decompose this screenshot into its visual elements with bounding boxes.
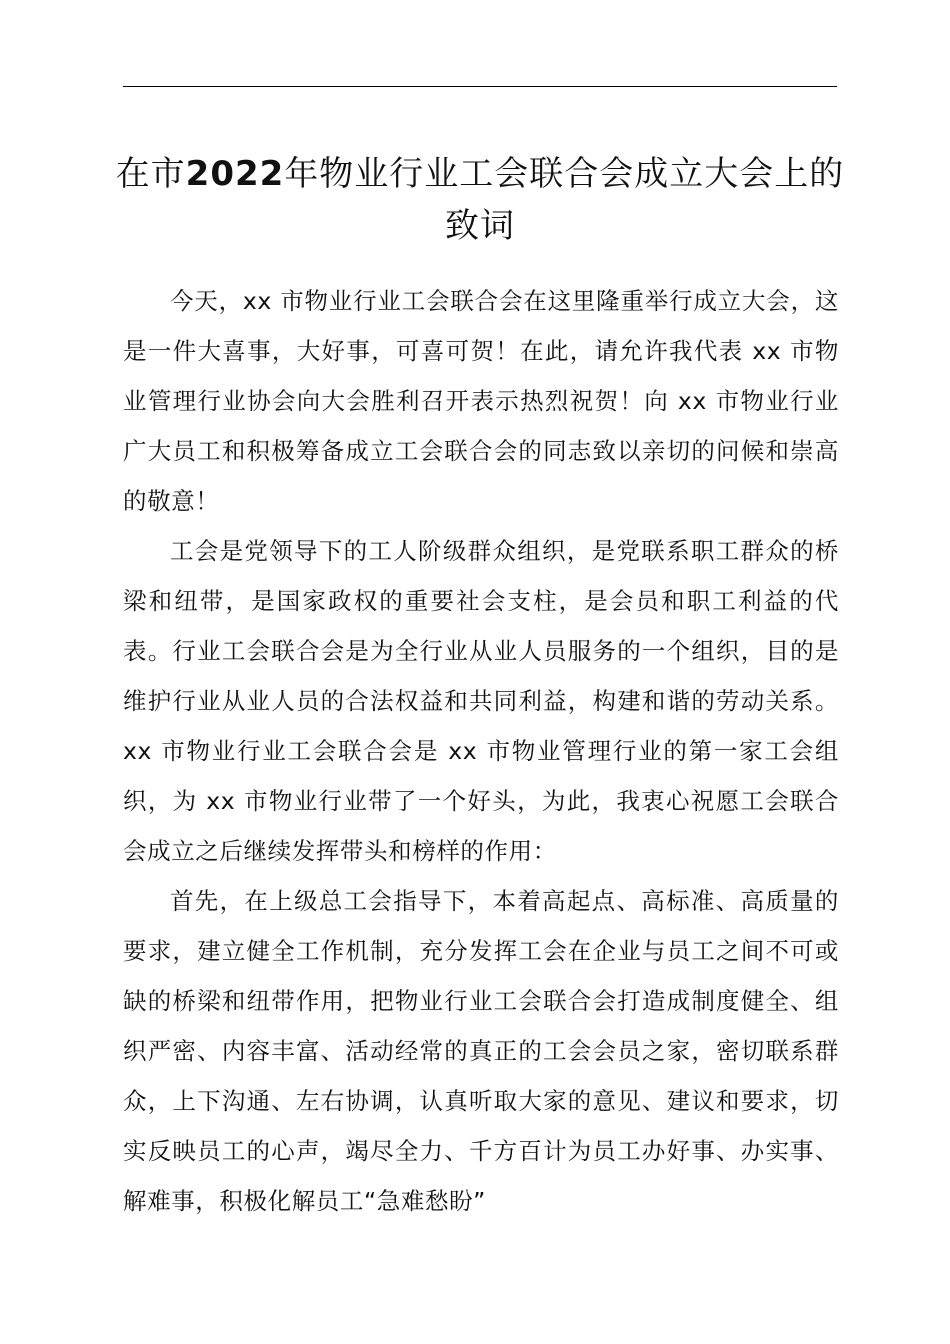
title-prefix: 在市 — [115, 154, 186, 194]
paragraph-union-role: 工会是党领导下的工人阶级群众组织，是党联系职工群众的桥梁和纽带，是国家政权的重要社会支柱，是会员和职工利益的代表。行业工会联合会是为全行业从业人员服务的一个组织，目的是维护行业从业人员的合法权益和共同利益，构建和谐的劳动关系。xx 市物业行业工会联合会是 xx 市物业管理行业的第一家工会组织，为 xx 市物业行业带了一个好头，为此，我衷心祝愿工会联合会成立之后继续发挥带头和榜样的作用： — [123, 537, 839, 865]
document-title — [110, 148, 850, 252]
paragraph-greeting: 今天，xx 市物业行业工会联合会在这里隆重举行成立大会，这是一件大喜事，大好事，可喜可贺！在此，请允许我代表 xx 市物业管理行业协会向大会胜利召开表示热烈祝贺！向 xx 市物业行业广大员工和积极筹备成立工会联合会的同志致以亲切的问候和崇高的敬意！ — [123, 287, 839, 515]
header-rule — [123, 86, 837, 87]
paragraph-first-point: 首先，在上级总工会指导下，本着高起点、高标准、高质量的要求，建立健全工作机制，充分发挥工会在企业与员工之间不可或缺的桥梁和纽带作用，把物业行业工会联合会打造成制度健全、组织严密、内容丰富、活动经常的真正的工会会员之家，密切联系群众，上下沟通、左右协调，认真听取大家的意见、建议和要求，切实反映员工的心声，竭尽全力、千方百计为员工办好事、办实事、解难事，积极化解员工“急难愁盼” — [123, 887, 839, 1215]
title-suffix: 年物业行业工会联合会成立大会上的致词 — [284, 154, 845, 246]
title-year: 2022 — [185, 154, 285, 194]
document-body — [123, 276, 839, 1226]
